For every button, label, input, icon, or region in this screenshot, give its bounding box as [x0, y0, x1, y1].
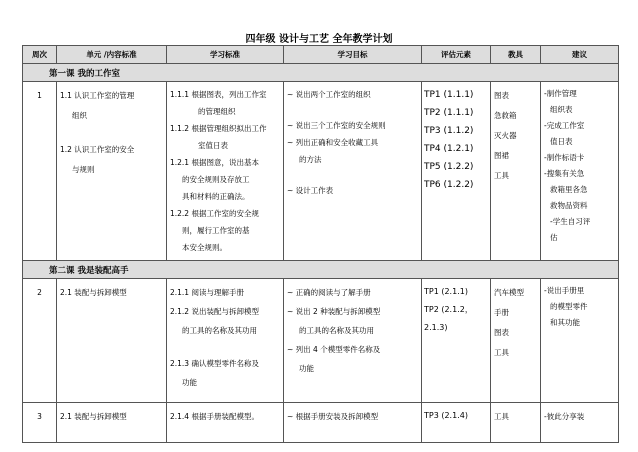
standard-line: 1.1.1 根据图表，列出工作室	[170, 90, 267, 99]
unit-line: 组织	[72, 111, 87, 120]
tools-cell	[491, 279, 541, 403]
week-cell: 1	[23, 82, 57, 261]
unit-cell	[57, 82, 167, 261]
tool-line: 工具	[494, 348, 509, 357]
suggestion-cell	[541, 403, 619, 443]
section-row	[23, 64, 619, 82]
section-label: 第二课 我是装配高手	[23, 261, 619, 279]
suggestion-line: 估	[550, 233, 558, 242]
section-label: 第一课 我的工作室	[23, 64, 619, 82]
objective-line: ~ 列出正确和安全收藏工具	[287, 138, 379, 147]
standard-cell	[167, 279, 284, 403]
assessment-cell	[422, 403, 491, 443]
standard-line: 本安全规则。	[182, 243, 227, 252]
suggestion-cell	[541, 279, 619, 403]
standard-line: 1.1.2 根据管理组织拟出工作	[170, 124, 267, 133]
suggestion-line: -说出手册里	[544, 286, 585, 295]
objective-line: ~ 说出两个工作室的组织	[287, 90, 371, 99]
assessment-line: TP3 (1.1.2)	[424, 126, 474, 136]
page-title: 四年级 设计与工艺 全年教学计划	[245, 34, 393, 45]
assessment-line: TP1 (1.1.1)	[424, 90, 474, 100]
section-row	[23, 261, 619, 279]
assessment-line: 2.1.3)	[424, 323, 448, 332]
tool-line: 图裙	[494, 151, 509, 160]
suggestion-line: -搜集有关急	[544, 169, 585, 178]
suggestion-line: 和其功能	[550, 318, 580, 327]
assessment-line: TP2 (2.1.2，	[424, 305, 473, 314]
assessment-line: TP2 (1.1.1)	[424, 108, 474, 118]
objective-cell	[284, 279, 422, 403]
objective-cell	[284, 82, 422, 261]
standard-cell	[167, 403, 284, 443]
assessment-cell	[422, 82, 491, 261]
standard-line: 2.1.1 阅读与理解手册	[170, 288, 244, 297]
standard-line: 2.1.3 确认模型零件名称及	[170, 359, 259, 368]
suggestion-line: -完成工作室	[544, 121, 585, 130]
objective-cell	[284, 403, 422, 443]
objective-line: 功能	[299, 364, 314, 373]
standard-cell	[167, 82, 284, 261]
unit-cell	[57, 403, 167, 443]
unit-line: 2.1 装配与拆卸模型	[60, 412, 127, 421]
table-row	[23, 82, 619, 261]
unit-line: 与规则	[72, 165, 95, 174]
suggestion-line: -制作标语卡	[544, 153, 585, 162]
standard-line: 2.1.2 说出装配与拆卸模型	[170, 307, 259, 316]
tool-line: 工具	[494, 412, 509, 421]
header-suggestion: 建议	[541, 46, 619, 64]
unit-line: 1.1 认识工作室的管理	[60, 91, 135, 100]
assessment-line: TP5 (1.2.2)	[424, 162, 474, 172]
suggestion-line: 救物品资料	[550, 201, 588, 210]
tool-line: 工具	[494, 171, 509, 180]
assessment-cell	[422, 279, 491, 403]
header-week: 周次	[23, 46, 57, 64]
objective-line: 的工具的名称及其功用	[299, 326, 374, 335]
week-cell: 3	[23, 403, 57, 443]
week-cell: 2	[23, 279, 57, 403]
header-objective: 学习目标	[284, 46, 422, 64]
tool-line: 图表	[494, 328, 509, 337]
header-unit: 单元 /内容标准	[57, 46, 167, 64]
header-tools: 教具	[491, 46, 541, 64]
tool-line: 急救箱	[494, 111, 517, 120]
objective-line: ~ 正确的阅读与了解手册	[287, 288, 371, 297]
header-standard: 学习标准	[167, 46, 284, 64]
tool-line: 图表	[494, 91, 509, 100]
objective-line: 的方法	[299, 155, 322, 164]
standard-line: 1.2.2 根据工作室的安全规	[170, 209, 259, 218]
assessment-line: TP6 (1.2.2)	[424, 180, 474, 190]
suggestion-line: 救箱里各急	[550, 185, 588, 194]
suggestion-cell	[541, 82, 619, 261]
objective-line: ~ 列出 4 个模型零件名称及	[287, 345, 381, 354]
standard-line: 1.2.1 根据图意，说出基本	[170, 158, 259, 167]
suggestion-line: -学生自习评	[550, 217, 591, 226]
tools-cell	[491, 82, 541, 261]
standard-line: 功能	[182, 378, 197, 387]
objective-line: ~ 设计工作表	[287, 186, 334, 195]
objective-line: ~ 说出三个工作室的安全规则	[287, 121, 386, 130]
tool-line: 汽车模型	[494, 288, 524, 297]
assessment-line: TP4 (1.2.1)	[424, 144, 474, 154]
tool-line: 手册	[494, 308, 509, 317]
standard-line: 具和材料的正确法。	[182, 192, 250, 201]
suggestion-line: -制作管理	[544, 89, 577, 98]
suggestion-line: -彼此分享装	[544, 412, 585, 421]
header-assessment: 评估元素	[422, 46, 491, 64]
assessment-line: TP3 (2.1.4)	[424, 411, 468, 420]
standard-line: 的安全规则及存放工	[182, 175, 250, 184]
tool-line: 灭火器	[494, 131, 517, 140]
standard-line: 的管理组织	[198, 107, 236, 116]
assessment-line: TP1 (2.1.1)	[424, 287, 468, 296]
standard-line: 则，履行工作室的基	[182, 226, 250, 235]
unit-line: 2.1 装配与拆卸模型	[60, 288, 127, 297]
table-row	[23, 403, 619, 443]
standard-line: 2.1.4 根据手册装配模型。	[170, 412, 259, 421]
standard-line: 室值日表	[198, 141, 228, 150]
suggestion-line: 值日表	[550, 137, 573, 146]
objective-line: ~ 说出 2 种装配与拆卸模型	[287, 307, 381, 316]
header-row	[23, 46, 619, 64]
unit-cell	[57, 279, 167, 403]
suggestion-line: 的模型零件	[550, 302, 588, 311]
unit-line: 1.2 认识工作室的安全	[60, 145, 135, 154]
table-row	[23, 279, 619, 403]
tools-cell	[491, 403, 541, 443]
plan-table	[22, 45, 619, 443]
standard-line: 的工具的名称及其功用	[182, 326, 257, 335]
objective-line: ~ 根据手册安装及拆卸模型	[287, 412, 379, 421]
suggestion-line: 组织表	[550, 105, 573, 114]
